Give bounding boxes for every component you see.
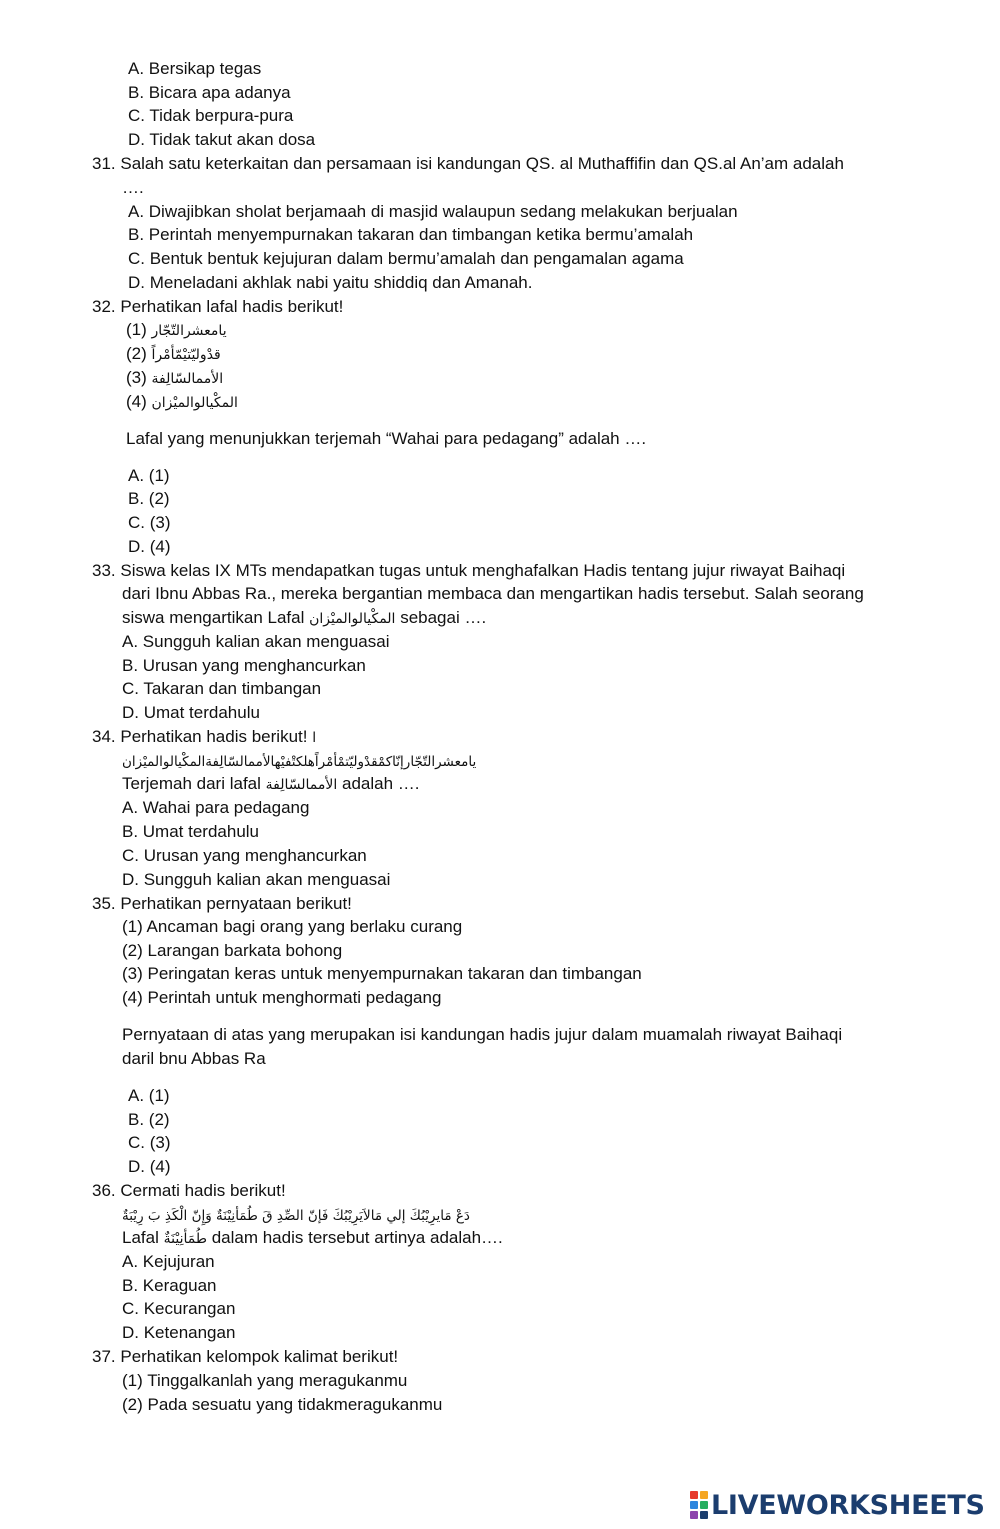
q30-option-b[interactable]: B. Bicara apa adanya [128,83,291,102]
q32-option-b[interactable]: B. (2) [128,489,170,508]
q34-option-b[interactable]: B. Umat terdahulu [122,822,260,841]
q35-option-d[interactable]: D. (4) [128,1157,171,1176]
q35-option-c[interactable]: C. (3) [128,1133,171,1152]
q34-stem-text: 34. Perhatikan hadis berikut! [92,727,308,746]
q35-option-a[interactable]: A. (1) [128,1086,170,1105]
q32-lafal-2-number: (2) [126,344,147,363]
q34-question-arabic: الأممالسّالِفة [265,777,338,793]
q33-stem-line-1: 33. Siswa kelas IX MTs mendapatkan tugas untuk menghafalkan Hadis tentang jujur riwayat Baihaqi [92,561,846,580]
q30-option-c[interactable]: C. Tidak berpura-pura [128,106,294,125]
q36-hadis-arabic-text: دَعْ مَايرِيْبُكَ إلي مَالاَيَرِيْبُكَ فَإنّ الصِّدِ قَ طُمَأنِيْنَةٌ وَإِنّ الْكَذِ بَ رِيْبَةٌ [122,1208,470,1224]
q33-stem-line-2: dari Ibnu Abbas Ra., mereka bergantian membaca dan mengartikan hadis tersebut. Salah seorang [122,584,864,603]
q34-option-a[interactable]: A. Wahai para pedagang [122,798,310,817]
q32-option-a[interactable]: A. (1) [128,466,170,485]
q33-option-a[interactable]: A. Sungguh kalian akan menguasai [122,632,390,651]
q32-lafal-3 [126,367,223,390]
logo-square-6 [700,1511,708,1519]
q30-option-d[interactable]: D. Tidak takut akan dosa [128,130,316,149]
q32-lafal-1-arabic: يامعشرالتّجّار [151,323,227,339]
q30-option-a[interactable]: A. Bersikap tegas [128,59,262,78]
q37-statement-2: (2) Pada sesuatu yang tidakmeragukanmu [122,1395,443,1414]
q35-question-line-2: daril bnu Abbas Ra [122,1049,266,1068]
q33-stem-line-3-pre: siswa mengartikan Lafal [122,608,305,627]
q34-hadis-arabic-text: يامعشرالتّجّارإنّاكمْقدْوليّتمْأمْراًهلكتْفيْهالأممالسّالِفةالمكْيالوالميْزان [122,754,477,770]
q35-statement-2: (2) Larangan barkata bohong [122,941,343,960]
q36-option-a[interactable]: A. Kejujuran [122,1252,215,1271]
q36-option-d[interactable]: D. Ketenangan [122,1323,236,1342]
q32-lafal-2-arabic: قدْوليّتيْمّأمْراً [151,347,221,363]
q34-option-d[interactable]: D. Sungguh kalian akan menguasai [122,870,391,889]
logo-square-4 [700,1501,708,1509]
q35-stem: 35. Perhatikan pernyataan berikut! [92,894,352,913]
q32-lafal-3-arabic: الأممالسّالِفة [151,371,224,387]
q36-question [122,1227,503,1250]
q37-stem: 37. Perhatikan kelompok kalimat berikut! [92,1347,399,1366]
q32-stem: 32. Perhatikan lafal hadis berikut! [92,297,344,316]
q35-statement-3: (3) Peringatan keras untuk menyempurnakan takaran dan timbangan [122,964,642,983]
q32-lafal-4-arabic: المكْيالوالميْزان [151,395,238,411]
q33-option-b[interactable]: B. Urusan yang menghancurkan [122,656,366,675]
q32-lafal-2 [126,343,221,366]
q33-stem-line-3 [122,607,486,630]
q34-hadis-arabic [122,750,476,773]
q33-option-c[interactable]: C. Takaran dan timbangan [122,679,322,698]
q33-stem-arabic: المكْيالوالميْزان [309,611,396,627]
q34-stem [92,726,316,749]
logo-square-3 [690,1501,698,1509]
q35-statement-1: (1) Ancaman bagi orang yang berlaku curang [122,917,463,936]
q36-question-post: dalam hadis tersebut artinya adalah…. [211,1228,503,1247]
q31-option-c[interactable]: C. Bentuk bentuk kejujuran dalam bermu’amalah dan pengamalan agama [128,249,684,268]
q33-option-d[interactable]: D. Umat terdahulu [122,703,260,722]
liveworksheets-logo-icon [690,1491,708,1519]
q31-option-d[interactable]: D. Meneladani akhlak nabi yaitu shiddiq dan Amanah. [128,273,533,292]
q34-question-post: adalah …. [341,774,420,793]
q35-question-line-1: Pernyataan di atas yang merupakan isi kandungan hadis jujur dalam muamalah riwayat Baihaqi [122,1025,843,1044]
logo-square-1 [690,1491,698,1499]
q34-stem-mark: ا [312,730,317,746]
q31-option-b[interactable]: B. Perintah menyempurnakan takaran dan timbangan ketika bermu’amalah [128,225,694,244]
q31-stem-continuation: …. [122,178,144,197]
q34-option-c[interactable]: C. Urusan yang menghancurkan [122,846,367,865]
q37-statement-1: (1) Tinggalkanlah yang meragukanmu [122,1371,408,1390]
q32-option-c[interactable]: C. (3) [128,513,171,532]
q35-option-b[interactable]: B. (2) [128,1110,170,1129]
q32-lafal-1 [126,319,227,342]
q36-question-pre: Lafal [122,1228,159,1247]
liveworksheets-logo[interactable] [690,1488,985,1522]
q36-option-c[interactable]: C. Kecurangan [122,1299,236,1318]
logo-square-5 [690,1511,698,1519]
q36-question-arabic: طُمَأنِيْنَةٌ [163,1231,207,1247]
q32-question: Lafal yang menunjukkan terjemah “Wahai para pedagang” adalah …. [126,429,647,448]
q35-statement-4: (4) Perintah untuk menghormati pedagang [122,988,442,1007]
q34-question-pre: Terjemah dari lafal [122,774,261,793]
logo-square-2 [700,1491,708,1499]
q32-lafal-4-number: (4) [126,392,147,411]
q36-stem: 36. Cermati hadis berikut! [92,1181,286,1200]
q32-option-d[interactable]: D. (4) [128,537,171,556]
q36-hadis-arabic [122,1204,470,1227]
q32-lafal-1-number: (1) [126,320,147,339]
q36-option-b[interactable]: B. Keraguan [122,1276,217,1295]
q31-option-a[interactable]: A. Diwajibkan sholat berjamaah di masjid walaupun sedang melakukan berjualan [128,202,738,221]
q32-lafal-3-number: (3) [126,368,147,387]
q32-lafal-4 [126,391,238,414]
q34-question [122,773,419,796]
q33-stem-line-3-post: sebagai …. [400,608,487,627]
q31-stem: 31. Salah satu keterkaitan dan persamaan isi kandungan QS. al Muthaffifin dan QS.al An’am adalah [92,154,844,173]
liveworksheets-logo-text: LIVEWORKSHEETS [711,1489,985,1521]
